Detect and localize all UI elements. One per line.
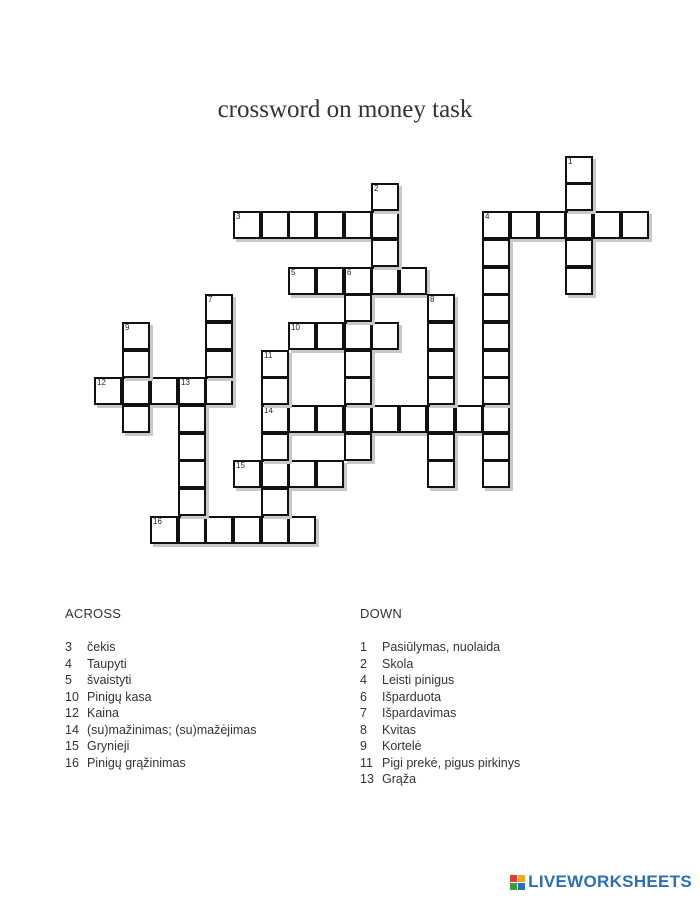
crossword-cell[interactable]: [261, 350, 289, 378]
down-clue: [360, 705, 660, 722]
across-clue: [65, 738, 315, 755]
crossword-cell[interactable]: [288, 322, 316, 350]
crossword-cell[interactable]: [482, 267, 510, 295]
crossword-cell[interactable]: [122, 322, 150, 350]
cell-number: 15: [236, 461, 245, 470]
cell-number: 2: [374, 184, 379, 193]
crossword-cell[interactable]: [621, 211, 649, 239]
clue-number: 11: [360, 755, 373, 770]
clue-text: Skola: [382, 656, 414, 671]
crossword-cell[interactable]: [371, 211, 399, 239]
crossword-cell[interactable]: [178, 460, 206, 488]
clue-text: Grynieji: [87, 739, 130, 753]
crossword-cell[interactable]: [261, 211, 289, 239]
down-clue: [360, 738, 660, 755]
crossword-cell[interactable]: [178, 516, 206, 544]
crossword-cell[interactable]: [565, 183, 593, 211]
crossword-cell[interactable]: [427, 294, 455, 322]
clue-number: 4: [360, 673, 367, 687]
clue-number: 9: [360, 739, 367, 753]
crossword-cell[interactable]: [178, 377, 206, 405]
clue-text: Pinigų grąžinimas: [87, 755, 186, 770]
across-clue: [65, 672, 315, 689]
logo-text: LIVEWORKSHEETS: [528, 872, 692, 891]
crossword-cell[interactable]: [565, 267, 593, 295]
crossword-cell[interactable]: [344, 211, 372, 239]
crossword-cell[interactable]: [427, 350, 455, 378]
cell-number: 16: [153, 517, 162, 526]
crossword-cell[interactable]: [344, 294, 372, 322]
cell-number: 14: [264, 406, 273, 415]
down-clue: [360, 722, 660, 739]
clue-number: 6: [360, 689, 367, 704]
cell-number: 8: [430, 295, 435, 304]
crossword-cell[interactable]: [122, 377, 150, 405]
crossword-cell[interactable]: [427, 322, 455, 350]
crossword-cell[interactable]: [482, 433, 510, 461]
crossword-cell[interactable]: [122, 405, 150, 433]
liveworksheets-logo-icon: [510, 875, 525, 890]
crossword-cell[interactable]: [482, 211, 510, 239]
liveworksheets-logo: [510, 872, 692, 892]
cell-number: 1: [568, 157, 573, 166]
crossword-cell[interactable]: [344, 433, 372, 461]
crossword-cell[interactable]: [261, 460, 289, 488]
clue-number: 3: [65, 640, 72, 654]
down-clue: [360, 672, 660, 689]
cell-number: 11: [264, 351, 273, 360]
clue-text: Kortelė: [382, 739, 422, 753]
cell-number: 4: [485, 212, 490, 221]
crossword-cell[interactable]: [150, 516, 178, 544]
crossword-cell[interactable]: [178, 433, 206, 461]
crossword-cell[interactable]: [233, 516, 261, 544]
crossword-cell[interactable]: [482, 294, 510, 322]
crossword-cell[interactable]: [288, 516, 316, 544]
cell-number: 13: [181, 378, 190, 387]
down-clue: [360, 755, 660, 772]
clue-text: Pinigų kasa: [87, 689, 152, 704]
across-clue-list: [65, 639, 315, 771]
crossword-cell[interactable]: [150, 377, 178, 405]
crossword-cell[interactable]: [482, 377, 510, 405]
clue-text: Išparduota: [382, 689, 442, 704]
clue-text: Kaina: [87, 706, 119, 720]
crossword-cell[interactable]: [565, 156, 593, 184]
down-heading: DOWN: [360, 606, 402, 621]
crossword-cell[interactable]: [482, 350, 510, 378]
crossword-cell[interactable]: [510, 211, 538, 239]
down-clue: [360, 689, 660, 706]
down-clue: [360, 771, 660, 788]
clue-text: švaistyti: [87, 673, 132, 687]
cell-number: 7: [208, 295, 213, 304]
clue-number: 7: [360, 706, 367, 720]
crossword-cell[interactable]: [178, 405, 206, 433]
clue-number: 14: [65, 722, 79, 737]
crossword-cell[interactable]: [593, 211, 621, 239]
clue-number: 8: [360, 722, 367, 737]
crossword-cell[interactable]: [538, 211, 566, 239]
crossword-cell[interactable]: [371, 405, 399, 433]
crossword-cell[interactable]: [344, 377, 372, 405]
crossword-cell[interactable]: [482, 322, 510, 350]
across-clue: [65, 755, 315, 772]
crossword-cell[interactable]: [427, 460, 455, 488]
cell-number: 10: [291, 323, 300, 332]
crossword-cell[interactable]: [261, 405, 289, 433]
crossword-cell[interactable]: [94, 377, 122, 405]
crossword-cell[interactable]: [565, 211, 593, 239]
crossword-cell[interactable]: [233, 211, 261, 239]
crossword-cell[interactable]: [344, 350, 372, 378]
clue-number: 15: [65, 739, 79, 753]
crossword-cell[interactable]: [344, 322, 372, 350]
crossword-cell[interactable]: [261, 377, 289, 405]
crossword-cell[interactable]: [205, 294, 233, 322]
down-clue-list: [360, 639, 660, 788]
cell-number: 6: [347, 268, 352, 277]
crossword-cell[interactable]: [288, 211, 316, 239]
clue-text: Leisti pinigus: [382, 673, 455, 687]
crossword-cell[interactable]: [427, 433, 455, 461]
crossword-cell[interactable]: [344, 405, 372, 433]
down-clue: [360, 656, 660, 673]
across-clue: [65, 639, 315, 656]
clue-text: čekis: [87, 640, 116, 654]
clue-text: Grąža: [382, 772, 417, 786]
clue-number: 2: [360, 656, 367, 671]
across-clue: [65, 722, 315, 739]
crossword-cell[interactable]: [482, 460, 510, 488]
clue-number: 5: [65, 673, 72, 687]
page-title: crossword on money task: [217, 96, 473, 123]
crossword-cell[interactable]: [261, 433, 289, 461]
clue-number: 12: [65, 706, 79, 720]
crossword-cell[interactable]: [205, 377, 233, 405]
crossword-cell[interactable]: [261, 516, 289, 544]
clue-number: 4: [65, 656, 72, 671]
crossword-cell[interactable]: [233, 460, 261, 488]
crossword-cell[interactable]: [399, 267, 427, 295]
cell-number: 3: [236, 212, 241, 221]
crossword-cell[interactable]: [427, 377, 455, 405]
crossword-cell[interactable]: [371, 267, 399, 295]
crossword-cell[interactable]: [399, 405, 427, 433]
across-clue: [65, 689, 315, 706]
crossword-cell[interactable]: [288, 267, 316, 295]
across-heading: ACROSS: [65, 606, 122, 621]
crossword-cell[interactable]: [178, 488, 206, 516]
crossword-cell[interactable]: [316, 322, 344, 350]
clue-text: Kvitas: [382, 722, 417, 737]
across-clue: [65, 656, 315, 673]
crossword-cell[interactable]: [288, 405, 316, 433]
crossword-cell[interactable]: [427, 405, 455, 433]
clue-text: Taupyti: [87, 656, 127, 671]
crossword-cell[interactable]: [344, 267, 372, 295]
cell-number: 5: [291, 268, 296, 277]
crossword-cell[interactable]: [205, 516, 233, 544]
clue-number: 13: [360, 772, 374, 786]
crossword-cell[interactable]: [122, 350, 150, 378]
clue-number: 1: [360, 640, 367, 654]
crossword-cell[interactable]: [482, 405, 510, 433]
crossword-cell[interactable]: [371, 322, 399, 350]
clue-text: Pasiūlymas, nuolaida: [382, 640, 501, 654]
crossword-cell[interactable]: [316, 460, 344, 488]
clue-text: (su)mažinimas; (su)mažėjimas: [87, 722, 257, 737]
crossword-cell[interactable]: [205, 350, 233, 378]
clue-text: Pigi prekė, pigus pirkinys: [382, 755, 521, 770]
clue-text: Išpardavimas: [382, 706, 457, 720]
crossword-cell[interactable]: [316, 267, 344, 295]
crossword-cell[interactable]: [288, 460, 316, 488]
crossword-cell[interactable]: [205, 322, 233, 350]
crossword-cell[interactable]: [371, 183, 399, 211]
crossword-cell[interactable]: [261, 488, 289, 516]
crossword-cell[interactable]: [455, 405, 483, 433]
down-clue: [360, 639, 660, 656]
crossword-cell[interactable]: [482, 239, 510, 267]
across-clue: [65, 705, 315, 722]
clue-number: 10: [65, 689, 79, 704]
crossword-cell[interactable]: [565, 239, 593, 267]
crossword-cell[interactable]: [316, 405, 344, 433]
cell-number: 12: [97, 378, 106, 387]
crossword-cell[interactable]: [371, 239, 399, 267]
cell-number: 9: [125, 323, 130, 332]
clue-number: 16: [65, 755, 79, 770]
crossword-cell[interactable]: [316, 211, 344, 239]
